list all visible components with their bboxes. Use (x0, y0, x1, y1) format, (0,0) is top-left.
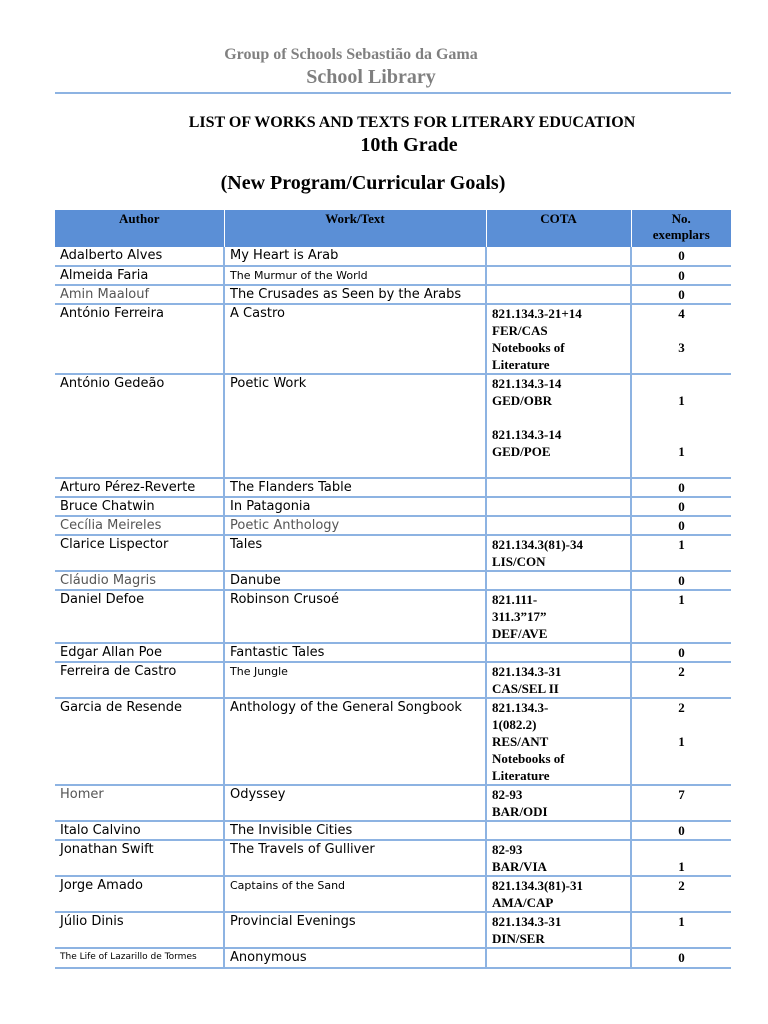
header-exemplars: No. exemplars (631, 210, 731, 247)
author-cell: Jorge Amado (55, 876, 224, 912)
exemplars-cell: 1 (631, 590, 731, 643)
exemplars-cell: 0 (631, 247, 731, 266)
cota-cell (486, 247, 631, 266)
table-row (55, 948, 731, 968)
table-row (55, 840, 731, 876)
exemplars-cell: 1 (631, 912, 731, 948)
school-name: Group of Schools Sebastião da Gama (224, 46, 478, 63)
work-cell: Tales (224, 535, 486, 571)
header-cota: COTA (486, 210, 631, 247)
author-cell: Amin Maalouf (55, 285, 224, 304)
author-cell: Cecília Meireles (55, 516, 224, 535)
program-title: (New Program/Curricular Goals) (220, 172, 506, 194)
cota-cell (486, 516, 631, 535)
author-cell: António Ferreira (55, 304, 224, 374)
work-cell: A Castro (224, 304, 486, 374)
author-cell: Bruce Chatwin (55, 497, 224, 516)
cota-cell (486, 497, 631, 516)
work-cell: Provincial Evenings (224, 912, 486, 948)
cota-cell: 821.134.3- 1(082.2) RES/ANT Notebooks of Literature (486, 698, 631, 785)
table-row (55, 304, 731, 374)
exemplars-cell: 0 (631, 571, 731, 590)
cota-cell: 82-93 BAR/ODI (486, 785, 631, 821)
cota-cell (486, 571, 631, 590)
exemplars-cell: 4 3 (631, 304, 731, 374)
author-cell: António Gedeão (55, 374, 224, 478)
table-row (55, 478, 731, 497)
cota-cell: 821.134.3-31 DIN/SER (486, 912, 631, 948)
table-row (55, 571, 731, 590)
cota-cell: 821.134.3-31 CAS/SEL II (486, 662, 631, 698)
table-header-row (55, 210, 731, 247)
cota-cell: 821.111- 311.3”17” DEF/AVE (486, 590, 631, 643)
exemplars-cell: 2 (631, 876, 731, 912)
exemplars-cell: 1 (631, 535, 731, 571)
cota-cell: 821.134.3-14 GED/OBR 821.134.3-14 GED/POE (486, 374, 631, 478)
table-row (55, 785, 731, 821)
exemplars-cell: 1 1 (631, 374, 731, 478)
exemplars-cell: 0 (631, 516, 731, 535)
author-cell: The Life of Lazarillo de Tormes (55, 948, 224, 968)
table-row (55, 590, 731, 643)
work-cell: Captains of the Sand (224, 876, 486, 912)
table-row (55, 698, 731, 785)
list-title: LIST OF WORKS AND TEXTS FOR LITERARY EDUCATION (188, 114, 636, 131)
cota-cell (486, 643, 631, 662)
table-row (55, 516, 731, 535)
cota-cell (486, 266, 631, 285)
table-row (55, 662, 731, 698)
header-author: Author (55, 210, 224, 247)
work-cell: Odyssey (224, 785, 486, 821)
header-work: Work/Text (224, 210, 486, 247)
work-cell: Fantastic Tales (224, 643, 486, 662)
exemplars-cell: 0 (631, 948, 731, 968)
work-cell: The Jungle (224, 662, 486, 698)
work-cell: Poetic Work (224, 374, 486, 478)
work-cell: Poetic Anthology (224, 516, 486, 535)
cota-cell: 821.134.3(81)-34 LIS/CON (486, 535, 631, 571)
author-cell: Almeida Faria (55, 266, 224, 285)
work-cell: The Travels of Gulliver (224, 840, 486, 876)
exemplars-cell: 0 (631, 285, 731, 304)
work-cell: Danube (224, 571, 486, 590)
exemplars-cell: 0 (631, 478, 731, 497)
cota-cell (486, 821, 631, 840)
library-name: School Library (306, 66, 436, 88)
cota-cell: 82-93 BAR/VIA (486, 840, 631, 876)
cota-cell (486, 285, 631, 304)
author-cell: Daniel Defoe (55, 590, 224, 643)
exemplars-cell: 1 (631, 840, 731, 876)
table-row (55, 912, 731, 948)
author-cell: Italo Calvino (55, 821, 224, 840)
table-row (55, 497, 731, 516)
work-cell: The Murmur of the World (224, 266, 486, 285)
exemplars-cell: 7 (631, 785, 731, 821)
table-row (55, 643, 731, 662)
cota-cell: 821.134.3(81)-31 AMA/CAP (486, 876, 631, 912)
author-cell: Edgar Allan Poe (55, 643, 224, 662)
work-cell: The Invisible Cities (224, 821, 486, 840)
exemplars-cell: 0 (631, 266, 731, 285)
cota-cell (486, 478, 631, 497)
table-row (55, 821, 731, 840)
work-cell: My Heart is Arab (224, 247, 486, 266)
cota-cell (486, 948, 631, 968)
table-row (55, 876, 731, 912)
author-cell: Arturo Pérez-Reverte (55, 478, 224, 497)
author-cell: Júlio Dinis (55, 912, 224, 948)
author-cell: Homer (55, 785, 224, 821)
grade-title: 10th Grade (360, 134, 458, 156)
cota-cell: 821.134.3-21+14 FER/CAS Notebooks of Literature (486, 304, 631, 374)
exemplars-cell: 2 (631, 662, 731, 698)
table-row (55, 374, 731, 478)
table-row (55, 266, 731, 285)
table-row (55, 535, 731, 571)
work-cell: Anthology of the General Songbook (224, 698, 486, 785)
header-divider (55, 92, 731, 94)
author-cell: Jonathan Swift (55, 840, 224, 876)
exemplars-cell: 0 (631, 643, 731, 662)
exemplars-cell: 0 (631, 497, 731, 516)
table-row (55, 285, 731, 304)
works-table (55, 210, 731, 969)
work-cell: The Crusades as Seen by the Arabs (224, 285, 486, 304)
work-cell: Anonymous (224, 948, 486, 968)
author-cell: Clarice Lispector (55, 535, 224, 571)
work-cell: Robinson Crusoé (224, 590, 486, 643)
work-cell: The Flanders Table (224, 478, 486, 497)
author-cell: Adalberto Alves (55, 247, 224, 266)
exemplars-cell: 0 (631, 821, 731, 840)
work-cell: In Patagonia (224, 497, 486, 516)
table-row (55, 247, 731, 266)
exemplars-cell: 2 1 (631, 698, 731, 785)
author-cell: Ferreira de Castro (55, 662, 224, 698)
author-cell: Garcia de Resende (55, 698, 224, 785)
author-cell: Cláudio Magris (55, 571, 224, 590)
